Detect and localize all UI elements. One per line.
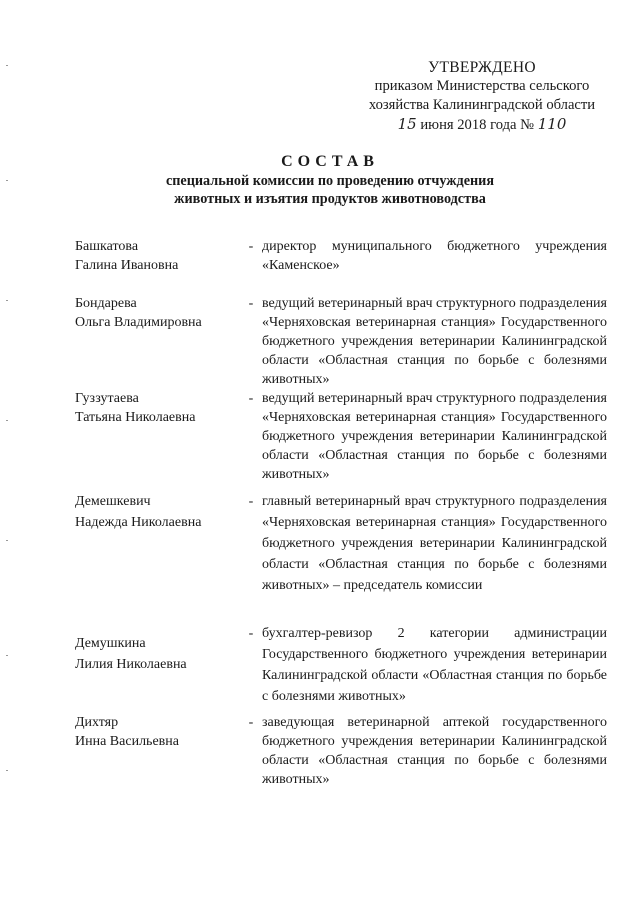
approval-line-1: приказом Министерства сельского xyxy=(374,78,590,94)
member-role: бухгалтер-ревизор 2 категории администрации Государственного бюджетного учреждения ветеринарии Калининградской области «Областная станция по борьбе с болезнями животных» xyxy=(262,626,607,704)
document-title xyxy=(80,152,580,208)
member-given-name: Инна Васильевна xyxy=(75,734,179,749)
member-dash: - xyxy=(248,715,254,730)
member-name xyxy=(75,713,240,751)
member-dash: - xyxy=(248,296,254,311)
member-row xyxy=(75,713,615,793)
members-list xyxy=(75,237,615,793)
approval-date-line xyxy=(352,115,612,135)
member-name xyxy=(75,294,240,332)
approval-line-2: хозяйства Калининградской области xyxy=(368,97,596,113)
member-role: директор муниципального бюджетного учреждения «Каменское» xyxy=(262,239,607,273)
member-row xyxy=(75,389,615,491)
margin-mark xyxy=(6,770,8,771)
approval-block xyxy=(352,58,612,135)
member-given-name: Ольга Владимировна xyxy=(75,315,202,330)
member-surname: Бондарева xyxy=(75,296,137,311)
member-surname: Демушкина xyxy=(75,636,146,651)
member-surname: Гуззутаева xyxy=(75,391,139,406)
member-row xyxy=(75,237,615,294)
margin-mark xyxy=(6,420,8,421)
member-dash: - xyxy=(248,239,254,254)
member-given-name: Галина Ивановна xyxy=(75,258,179,273)
approval-stamp: УТВЕРЖДЕНО xyxy=(428,59,536,76)
margin-mark xyxy=(6,655,8,656)
member-role: ведущий ветеринарный врач структурного подразделения «Черняховская ветеринарная станция» Государственного бюджетного учреждения ветеринарии Калининградской области «Областная станция по борьбе с болезнями животных» xyxy=(262,391,607,482)
member-given-name: Надежда Николаевна xyxy=(75,515,202,530)
member-role: ведущий ветеринарный врач структурного подразделения «Черняховская ветеринарная станция» Государственного бюджетного учреждения ветеринарии Калининградской области «Областная станция по борьбе с болезнями животных» xyxy=(262,296,607,387)
approval-date-text: июня 2018 года № xyxy=(420,117,535,133)
handwritten-number: 110 xyxy=(537,115,567,133)
margin-mark xyxy=(6,540,8,541)
title-sub-1: специальной комиссии по проведению отчуждения xyxy=(165,173,495,189)
margin-mark xyxy=(6,180,8,181)
member-name xyxy=(75,389,240,427)
member-name xyxy=(75,237,240,275)
member-role: главный ветеринарный врач структурного подразделения «Черняховская ветеринарная станция» Государственного бюджетного учреждения ветеринарии Калининградской области «Областная станция по борьбе с болезнями животных» – председатель комиссии xyxy=(262,494,607,593)
member-row xyxy=(75,623,615,713)
member-row xyxy=(75,294,615,389)
handwritten-day: 15 xyxy=(397,115,417,133)
member-name xyxy=(75,623,240,675)
title-sub-2: животных и изъятия продуктов животноводства xyxy=(174,191,486,207)
member-surname: Башкатова xyxy=(75,239,139,254)
member-given-name: Лилия Николаевна xyxy=(75,657,187,672)
margin-mark xyxy=(6,65,8,66)
member-dash: - xyxy=(248,391,254,406)
member-surname: Дихтяр xyxy=(75,715,119,730)
margin-mark xyxy=(6,300,8,301)
member-given-name: Татьяна Николаевна xyxy=(75,410,196,425)
title-main: СОСТАВ xyxy=(281,153,379,170)
member-name xyxy=(75,491,240,533)
member-role: заведующая ветеринарной аптекой государственного бюджетного учреждения ветеринарии Калининградской области «Областная станция по борьбе с болезнями животных» xyxy=(262,715,607,787)
member-dash: - xyxy=(248,494,254,509)
member-row xyxy=(75,491,615,623)
member-surname: Демешкевич xyxy=(75,494,151,509)
member-dash: - xyxy=(248,626,254,641)
